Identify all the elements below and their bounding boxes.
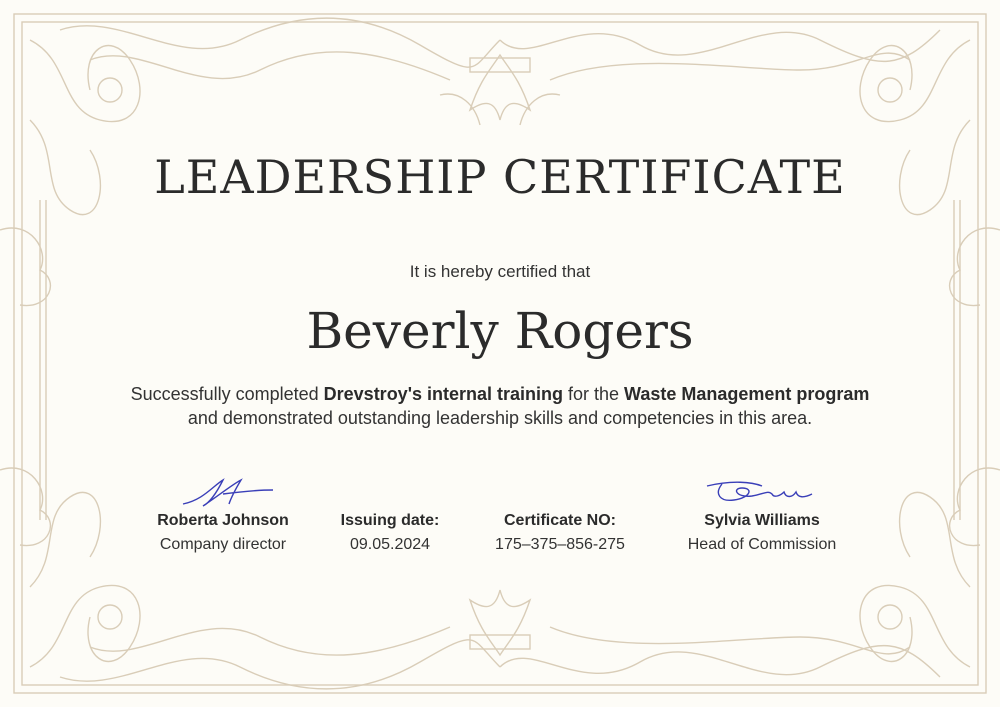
intro-text: It is hereby certified that [409,262,591,281]
signature-footer [0,476,1000,566]
right-signatory-name: Sylvia Williams [704,512,820,529]
program-name: Waste Management program [624,384,870,404]
certificate-number-value: 175–375–856-275 [495,536,625,553]
recipient-name: Beverly Rogers [306,302,694,360]
certificate-title: LEADERSHIP CERTIFICATE [154,150,846,204]
signature-left [163,476,283,510]
left-signatory-role: Company director [159,536,287,553]
issuing-date-value: 09.05.2024 [349,536,431,553]
signature-right [692,476,832,510]
description-line-2: and demonstrated outstanding leadership skills and competencies in this area. [187,408,813,428]
desc-text-a: Successfully completed [130,384,324,404]
desc-text-c: for the [563,384,625,404]
description-line-1 [0,382,1000,406]
left-signatory-name: Roberta Johnson [157,512,289,529]
training-name: Drevstroy's internal training [323,384,563,404]
certificate-number-label: Certificate NO: [503,512,617,529]
description [0,382,1000,430]
certificate-number [460,510,660,554]
right-signatory-role: Head of Commission [687,536,837,553]
right-signatory [662,476,862,554]
issuing-date-label: Issuing date: [340,512,440,529]
